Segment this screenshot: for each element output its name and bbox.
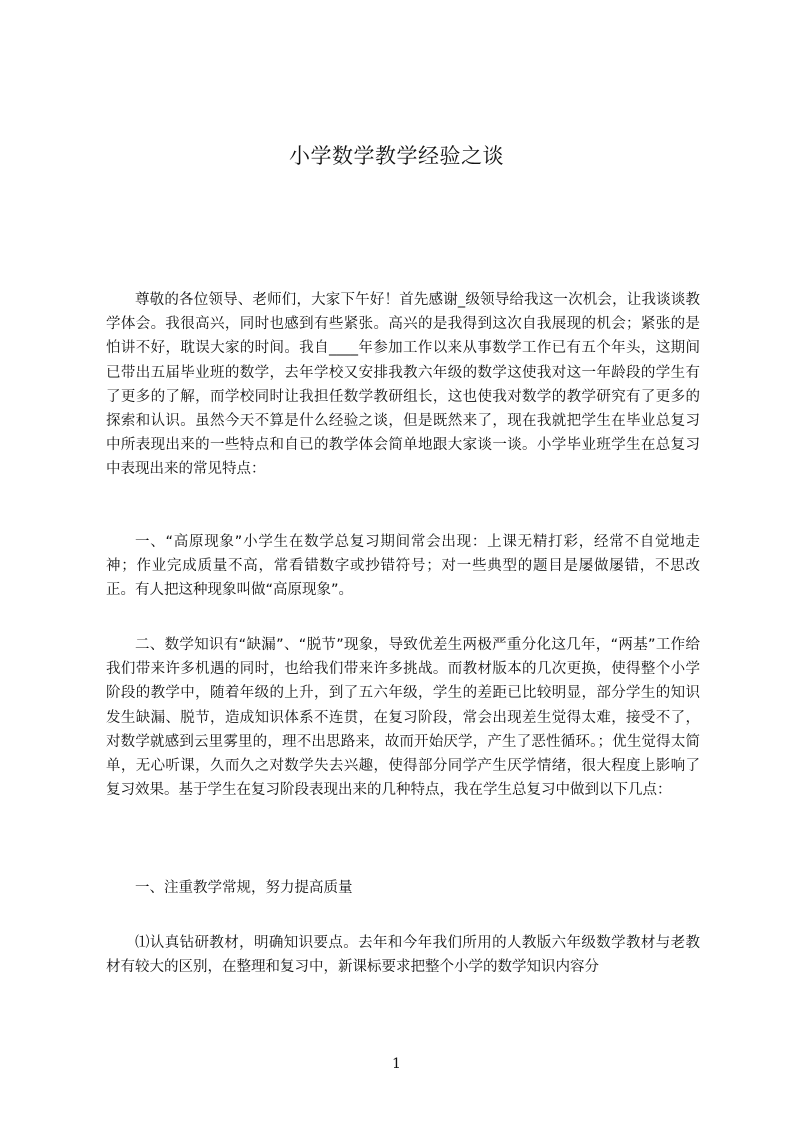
document-title: 小学数学教学经验之谈 (289, 144, 504, 168)
page-number: 1 (392, 1056, 401, 1072)
knowledge-gap-paragraph: 二、数学知识有“缺漏”、“脱节”现象，导致优差生两极严重分化这几年，“两基”工作给我们带来许多机遇的同时，也给我们带来许多挑战。而教材版本的几次更换，使得整个小学阶段的教学中，随着年级的上升，到了五六年级，学生的差距已比较明显，部分学生的知识发生缺漏、脱节，造成知识体系不连贯，在复习阶段，常会出现差生觉得太难，接受不了，对数学就感到云里雾里的，理不出思路来，故而开始厌学，产生了恶性循环。；优生觉得太简单，无心听课，久而久之对数学失去兴趣，使得部分同学产生厌学情绪，很大程度上影响了复习效果。基于学生在复习阶段表现出来的几种特点，我在学生总复习中做到以下几点： (106, 637, 700, 799)
sub-point-paragraph: ⑴认真钻研教材，明确知识要点。去年和今年我们所用的人教版六年级数学教材与老教材有较大的区别，在整理和复习中，新课标要求把整个小学的数学知识内容分 (106, 935, 700, 976)
plateau-phenomenon-paragraph: 一、“高原现象”小学生在数学总复习期间常会出现：上课无精打彩，经常不自觉地走神；作业完成质量不高，常看错数字或抄错符号；对一些典型的题目是屡做屡错，不思改正。有人把这种现象叫做“高原现象”。 (106, 534, 700, 599)
section-heading: 一、注重教学常规，努力提高质量 (135, 880, 353, 896)
intro-paragraph: 尊敬的各位领导、老师们，大家下午好！首先感谢_级领导给我这一次机会，让我谈谈教学体会。我很高兴，同时也感到有些紧张。高兴的是我得到这次自我展现的机会；紧张的是怕讲不好，耽误大家的时间。我自____年参加工作以来从事数学工作已有五个年头，这期间已带出五届毕业班的数学，去年学校又安排我教六年级的数学这使我对这一年龄段的学生有了更多的了解，而学校同时让我担任数学教研组长，这也使我对数学的教学研究有了更多的探索和认识。虽然今天不算是什么经验之谈，但是既然来了，现在我就把学生在毕业总复习中所表现出来的一些特点和自已的教学体会简单地跟大家谈一谈。小学毕业班学生在总复习中表现出来的常见特点： (106, 292, 700, 478)
